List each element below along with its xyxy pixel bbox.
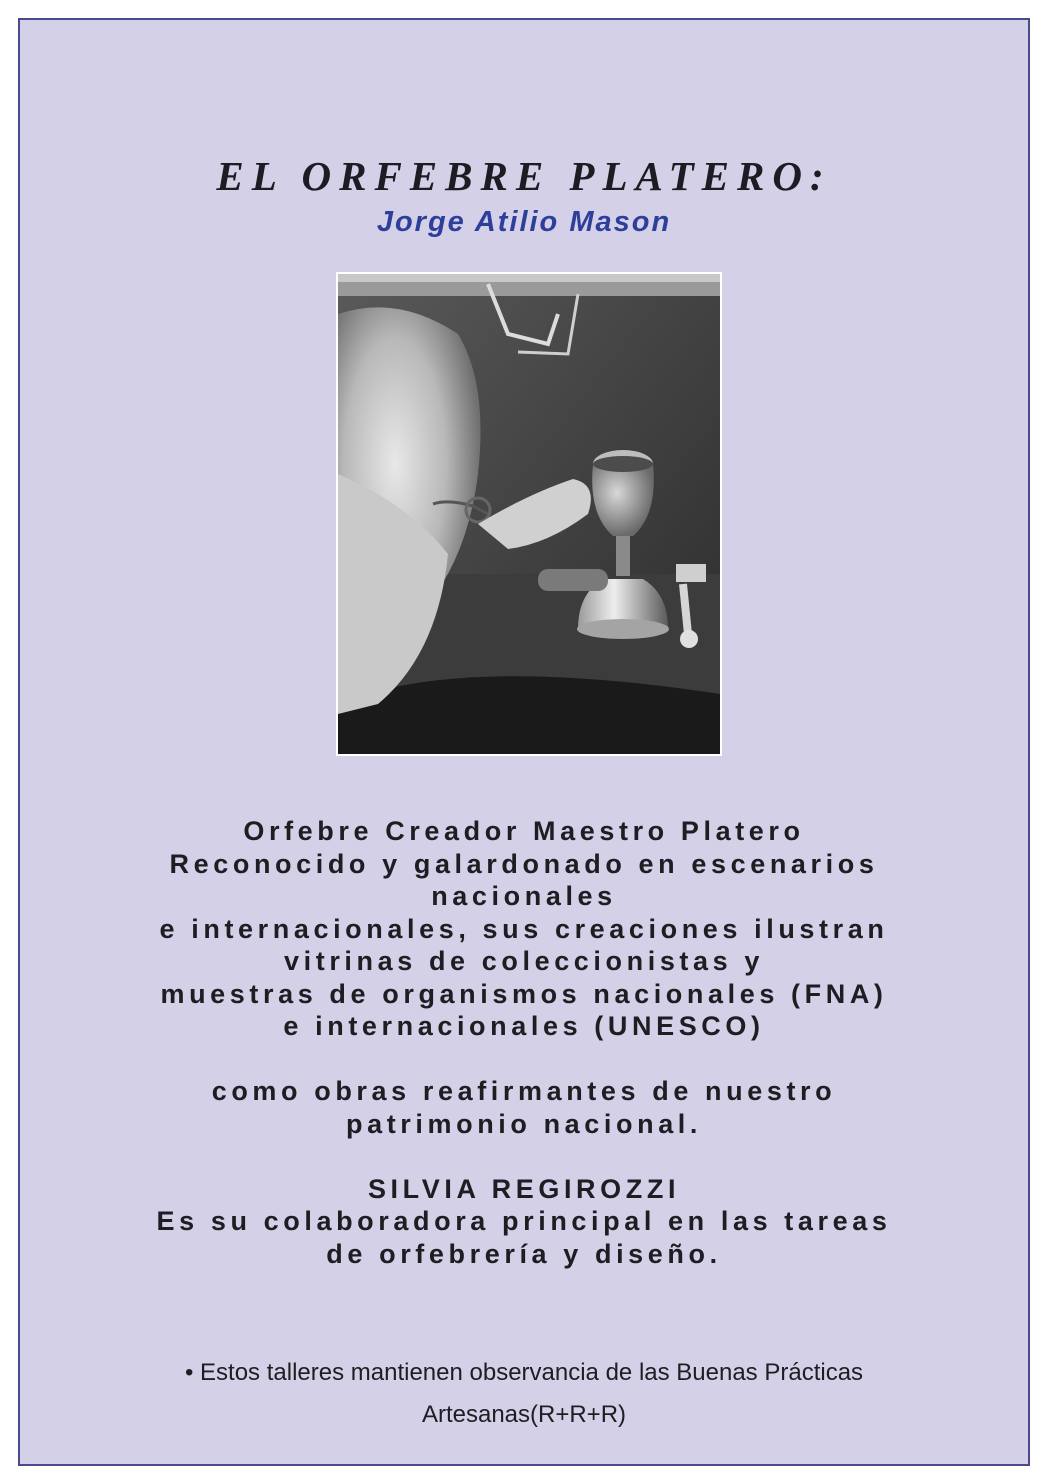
text-line: Orfebre Creador Maestro Platero <box>243 816 805 846</box>
paragraph-spacer <box>60 1140 988 1173</box>
text-line: Reconocido y galardonado en escenarios <box>169 848 879 879</box>
collaborator-name: SILVIA REGIROZZI <box>367 1173 681 1204</box>
text-line: vitrinas de coleccionistas y <box>284 946 764 976</box>
text-line: e internacionales (UNESCO) <box>283 1011 765 1041</box>
text-line: patrimonio nacional. <box>345 1108 703 1139</box>
text-line: nacionales <box>431 881 617 911</box>
poster-panel <box>18 18 1030 1466</box>
description-text <box>60 815 988 1270</box>
text-line: muestras de organismos nacionales (FNA) <box>160 978 888 1009</box>
text-line: e internacionales, sus creaciones ilustran <box>159 913 889 944</box>
silversmith-photo <box>336 272 722 756</box>
author-name: Jorge Atilio Mason <box>376 206 672 238</box>
photo-image <box>338 274 720 754</box>
footnote <box>60 1352 988 1436</box>
footnote-line: • Estos talleres mantienen observancia de las Buenas Prácticas <box>184 1359 864 1386</box>
text-line: como obras reafirmantes de nuestro <box>211 1076 837 1106</box>
paragraph-spacer <box>60 1043 988 1076</box>
text-line: de orfebrería y diseño. <box>326 1238 722 1269</box>
text-line: Es su colaboradora principal en las tareas <box>156 1206 892 1236</box>
page-title: EL ORFEBRE PLATERO: <box>216 153 832 199</box>
footnote-line: Artesanas(R+R+R) <box>421 1401 627 1428</box>
